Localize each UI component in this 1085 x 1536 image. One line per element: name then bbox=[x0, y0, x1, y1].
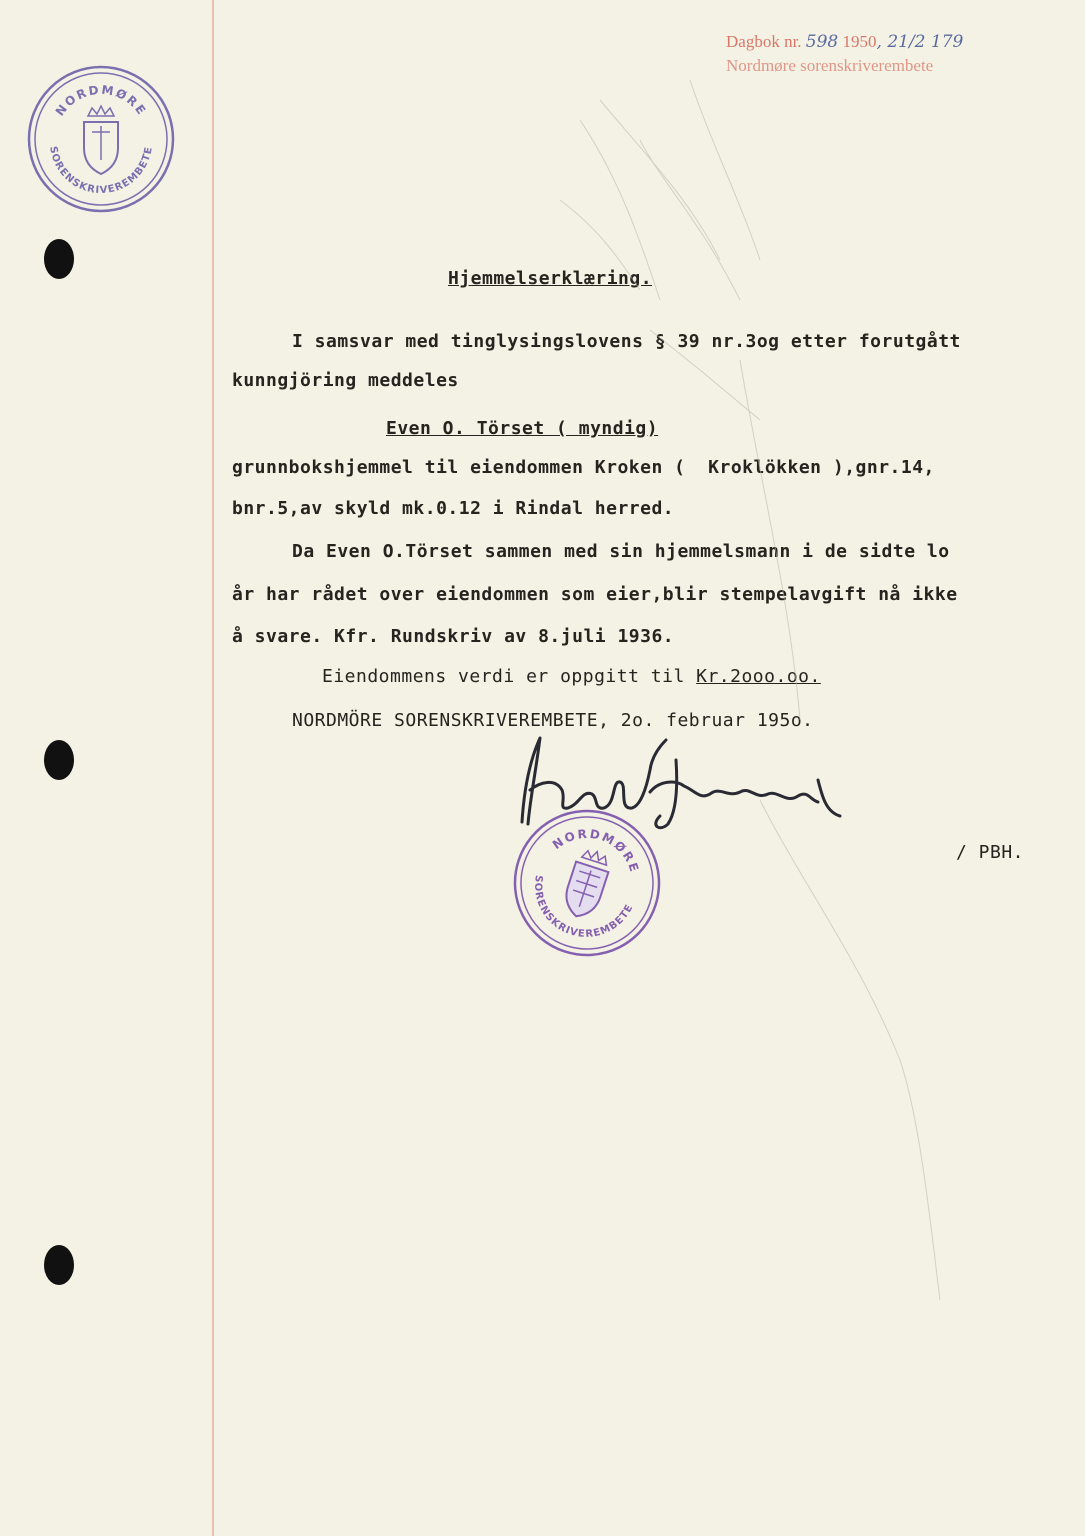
seal-top-text: NORDMØRE bbox=[549, 826, 642, 875]
seal-bottom-text: SORENSKRIVEREMBETE bbox=[47, 145, 155, 197]
body-line-8: å svare. Kfr. Rundskriv av 8.juli 1936. bbox=[232, 626, 675, 647]
body-line-6: Da Even O.Törset sammen med sin hjemmelsmann i de sidte lo bbox=[292, 541, 950, 562]
official-seal-top bbox=[26, 64, 176, 214]
value-label: Eiendommens verdi er oppgitt til bbox=[322, 666, 697, 687]
journal-label: Dagbok nr. bbox=[726, 32, 802, 51]
journal-year: 1950 bbox=[842, 32, 877, 51]
office-date-line: NORDMÖRE SORENSKRIVEREMBETE, 2o. februar 195o. bbox=[292, 710, 814, 731]
journal-reference: 21/2 179 bbox=[887, 32, 964, 52]
body-line-2: kunngjöring meddeles bbox=[232, 370, 459, 391]
value-amount: Kr.2ooo.oo. bbox=[696, 666, 821, 687]
punch-hole bbox=[44, 740, 74, 780]
svg-text:NORDMØRE bbox=[53, 83, 150, 119]
journal-office: Nordmøre sorenskriverembete bbox=[726, 56, 934, 75]
initials: / PBH. bbox=[956, 842, 1025, 863]
seal-top-text: NORDMØRE bbox=[52, 82, 150, 119]
value-line bbox=[322, 666, 821, 687]
body-line-1: I samsvar med tinglysingslovens § 39 nr.3og etter forutgått bbox=[292, 331, 961, 352]
body-line-4: grunnbokshjemmel til eiendommen Kroken ( Kroklökken ),gnr.14, bbox=[232, 457, 935, 478]
holder-name: Even O. Törset ( myndig) bbox=[386, 418, 659, 439]
seal-bottom-text: SORENSKRIVEREMBETE bbox=[531, 874, 636, 941]
body-line-7: år har rådet over eiendommen som eier,blir stempelavgift nå ikke bbox=[232, 584, 958, 605]
margin-rule bbox=[212, 0, 214, 1536]
journal-stamp: Dagbok nr. 598 1950, 21/2 179 Nordmøre sorenskriverembete bbox=[726, 30, 963, 78]
document-title: Hjemmelserklæring. bbox=[448, 268, 653, 289]
journal-number: 598 bbox=[805, 32, 839, 52]
punch-hole bbox=[44, 239, 74, 279]
punch-hole bbox=[44, 1245, 74, 1285]
body-line-5: bnr.5,av skyld mk.0.12 i Rindal herred. bbox=[232, 498, 675, 519]
